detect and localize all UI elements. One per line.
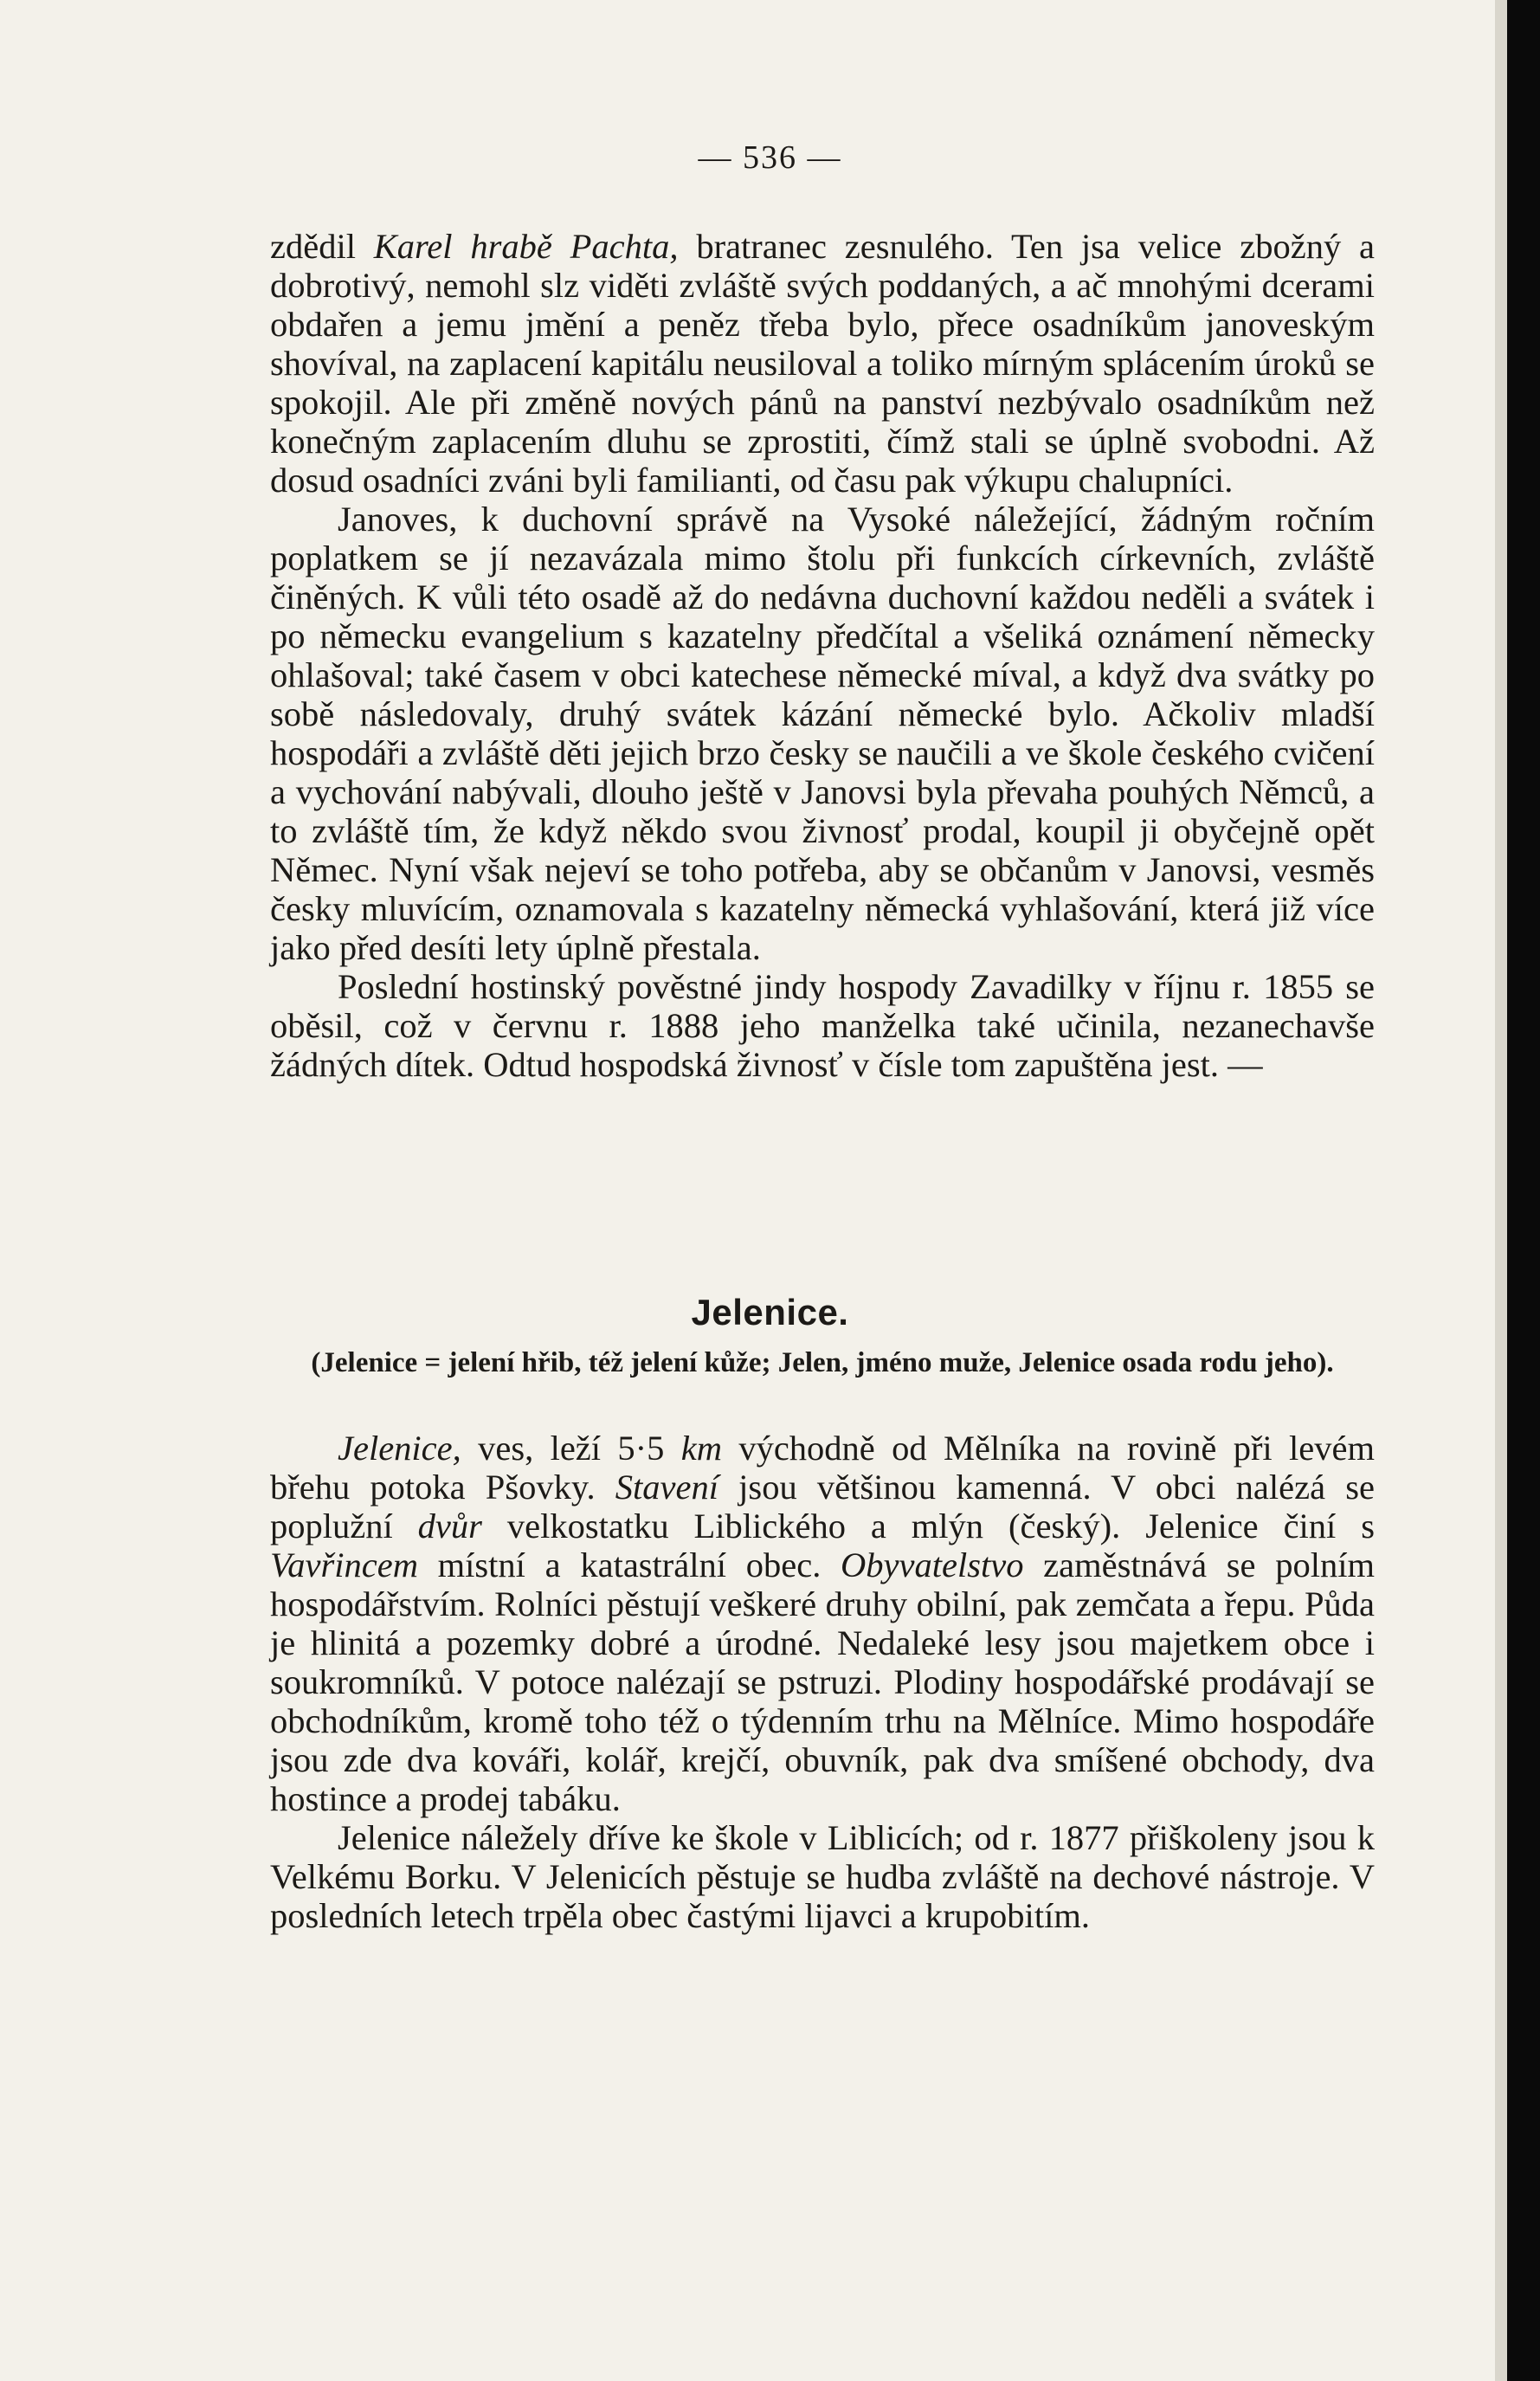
text-run: východně od Mělníka na rovině při levém břehu potoka Pšovky. [270, 1429, 1375, 1507]
paragraph [270, 967, 1375, 1084]
page-number: — 536 — [698, 139, 842, 176]
text-run: zaměstnává se polním hospodářstvím. Rolníci pěstují veškeré druhy obilní, pak zemčata a řepu. Půda je hlinitá a pozemky dobré a úrodné. Nedaleké lesy jsou majetkem obce i soukromníků. V potoce nalézají se pstruzi. Plodiny hospodářské prodávají se obchodníkům, kromě toho též o týdenním trhu na Mělníce. Mimo hospodáře jsou zde dva kováři, kolář, krejčí, obuvník, pak dva smíšené obchody, dva hostince a prodej tabáku. [270, 1545, 1376, 1818]
text-run-italic: Stavení [615, 1468, 718, 1507]
text-run-italic: Karel hrabě Pachta, [373, 227, 679, 266]
text-run: zdědil [270, 227, 374, 266]
text-run: Jelenice náležely dříve ke škole v Liblicích; od r. 1877 přiškoleny jsou k Velkému Borku. V Jelenicích pěstuje se hudba zvláště na dechové nástroje. V posledních letech trpěla obec častými lijavci a krupobitím. [270, 1818, 1375, 1935]
paragraph [270, 1818, 1375, 1935]
text-run-italic: Vavřincem [270, 1545, 418, 1584]
text-run: velkostatku Liblického a mlýn (český). Jelenice činí s [481, 1507, 1375, 1545]
paragraph [270, 1429, 1375, 1818]
text-run-italic: dvůr [417, 1507, 482, 1545]
paragraph [270, 500, 1375, 967]
text-run-italic: Obyvatelstvo [841, 1545, 1024, 1584]
text-run: Poslední hostinský pověstné jindy hospody Zavadilky v říjnu r. 1855 se oběsil, což v červnu r. 1888 jeho manželka také učinila, nezanechavše žádných dítek. Odtud hospodská živnosť v čísle tom zapuštěna jest. — [270, 967, 1375, 1084]
page-shadow-strip [1495, 0, 1507, 2381]
text-run-italic: km [680, 1429, 722, 1468]
section-heading: Jelenice. [691, 1292, 849, 1332]
text-run-italic: Jelenice, [338, 1429, 461, 1468]
section-subtitle: (Jelenice = jelení hřib, též jelení kůže; Jelen, jméno muže, Jelenice osada rodu jeho). [311, 1347, 1334, 1378]
section-janoves-text [270, 227, 1375, 1084]
section-jelenice-text [270, 1429, 1375, 1935]
text-run: místní a katastrální obec. [417, 1545, 841, 1584]
text-run: bratranec zesnulého. Ten jsa velice zbožný a dobrotivý, nemohl slz viděti zvláště svých poddaných, a ač mnohými dcerami obdařen a jemu jmění a peněz třeba bylo, přece osadníkům janoveským shovíval, na zaplacení kapitálu neusiloval a toliko mírným splácením úroků se spokojil. Ale při změně nových pánů na panství nezbývalo osadníkům než konečným zaplacením dluhu se zprostiti, čímž stali se úplně svobodni. Až dosud osadníci zváni byli familianti, od času pak výkupu chalupníci. [270, 227, 1375, 500]
text-run: ves, leží 5·5 [461, 1429, 681, 1468]
text-run: jsou většinou kamenná. V obci nalézá se poplužní [270, 1468, 1375, 1545]
scan-dark-edge [1507, 0, 1540, 2381]
paragraph [270, 227, 1375, 500]
text-run: Janoves, k duchovní správě na Vysoké náležející, žádným ročním poplatkem se jí nezavázala mimo štolu při funkcích církevních, zvláště činěných. K vůli této osadě až do nedávna duchovní každou neděli a svátek i po německu evangelium s kazatelny předčítal a všeliká oznámení německy ohlašoval; také časem v obci katechese německé míval, a když dva svátky po sobě následovaly, druhý svátek kázání německé bylo. Ačkoliv mladší hospodáři a zvláště děti jejich brzo česky se naučili a ve škole českého cvičení a vychování nabývali, dlouho ještě v Janovsi byla převaha pouhých Němců, a to zvláště tím, že když někdo svou živnosť prodal, koupil ji obyčejně opět Němec. Nyní však nejeví se toho potřeba, aby se občanům v Janovsi, vesměs česky mluvícím, oznamovala s kazatelny německá vyhlašování, která již více jako před desíti lety úplně přestala. [270, 500, 1375, 967]
